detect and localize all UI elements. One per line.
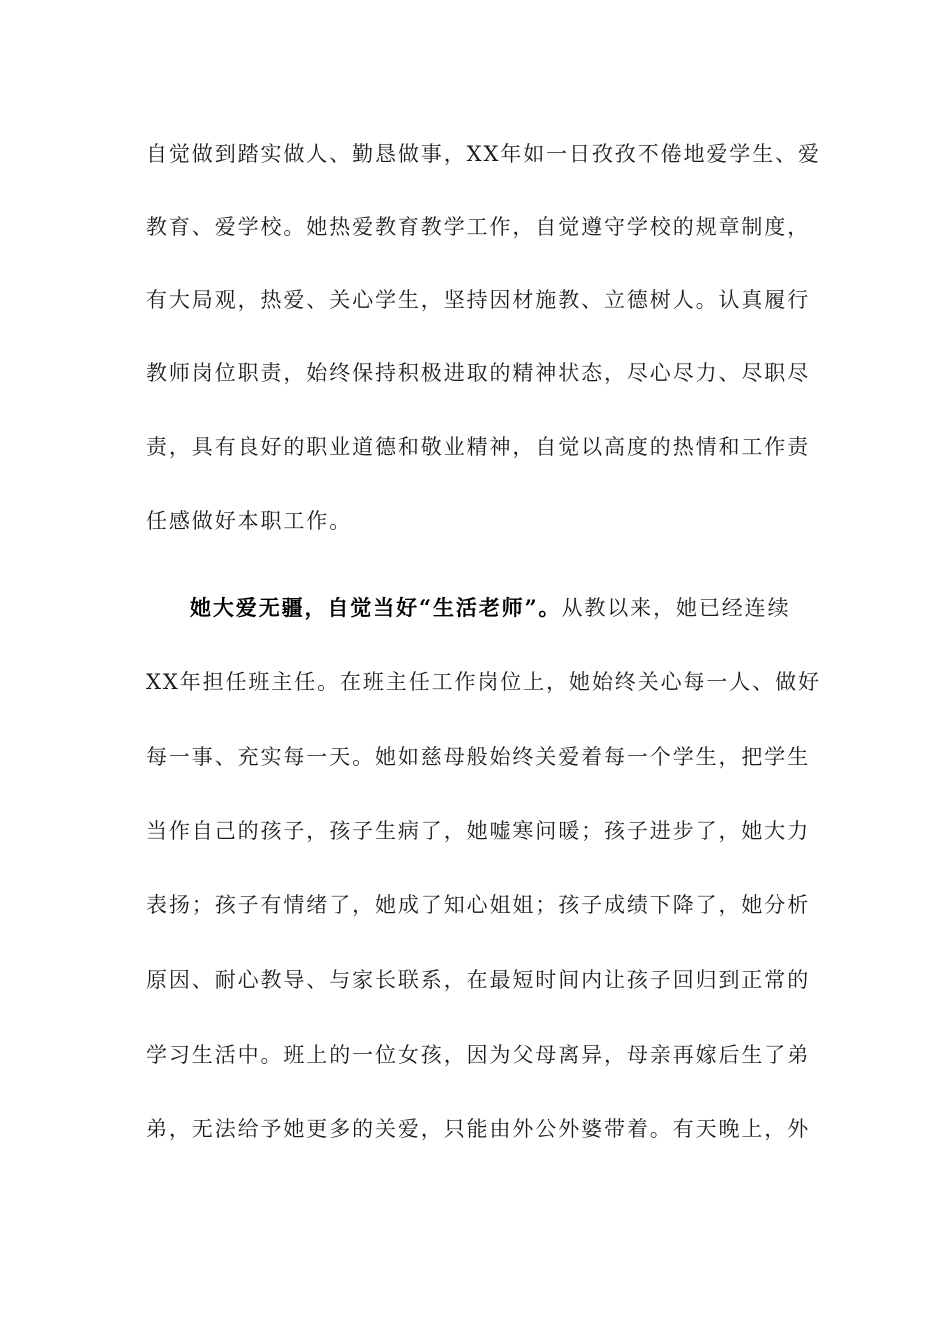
paragraph1-line-2: 教育、爱学校。她热爱教育教学工作，自觉遵守学校的规章制度， <box>146 215 811 239</box>
paragraph2-line-3: 每一事、充实每一天。她如慈母般始终关爱着每一个学生，把学生 <box>146 745 811 769</box>
paragraph2-line-7: 学习生活中。班上的一位女孩，因为父母离异，母亲再嫁后生了弟 <box>146 1043 811 1067</box>
paragraph1-line-1: 自觉做到踏实做人、勤恳做事，XX年如一日孜孜不倦地爱学生、爱 <box>146 142 821 166</box>
paragraph2-line-2: XX年担任班主任。在班主任工作岗位上，她始终关心每一人、做好 <box>146 670 821 694</box>
paragraph2-first-line-text: 从教以来，她已经连续 <box>561 596 791 620</box>
paragraph2-first-line <box>190 593 850 623</box>
paragraph1-line-6: 任感做好本职工作。 <box>146 509 353 533</box>
paragraph2-line-6: 原因、耐心教导、与家长联系，在最短时间内让孩子回归到正常的 <box>146 968 811 992</box>
paragraph1-line-4: 教师岗位职责，始终保持积极进取的精神状态，尽心尽力、尽职尽 <box>146 361 811 385</box>
paragraph2-line-5: 表扬；孩子有情绪了，她成了知心姐姐；孩子成绩下降了，她分析 <box>146 893 811 917</box>
paragraph2-line-4: 当作自己的孩子，孩子生病了，她嘘寒问暖；孩子进步了，她大力 <box>146 819 811 843</box>
paragraph2-heading: 她大爱无疆，自觉当好“生活老师”。 <box>190 595 562 620</box>
paragraph2-line-8: 弟，无法给予她更多的关爱，只能由外公外婆带着。有天晚上，外 <box>146 1117 811 1141</box>
paragraph1-line-5: 责，具有良好的职业道德和敬业精神，自觉以高度的热情和工作责 <box>146 435 811 459</box>
paragraph1-line-3: 有大局观，热爱、关心学生，坚持因材施教、立德树人。认真履行 <box>146 288 811 312</box>
